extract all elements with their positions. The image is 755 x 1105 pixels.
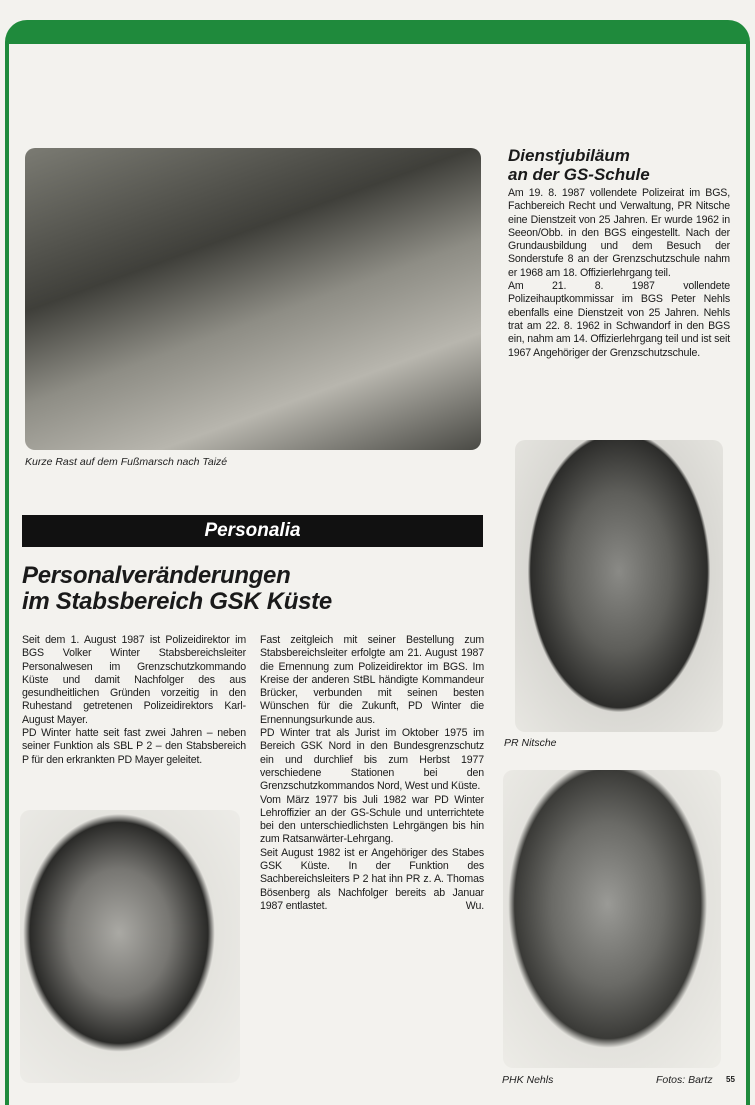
section-bar: Personalia [22,515,483,547]
author-initials: Wu. [465,899,484,912]
main-column-1 [22,634,246,767]
nitsche-caption: PR Nitsche [504,737,557,749]
main-title [22,563,332,615]
photo-credit: Fotos: Bartz [656,1074,713,1086]
portrait-nehls [503,770,721,1068]
sidebar-paragraph: Am 19. 8. 1987 vollendete Polizeirat im BGS, Fachbereich Recht und Verwaltung, PR Nitsche eine Dienstzeit von 25 Jahren. Er wurde 1962 in Seeon/Obb. in den BGS eingestellt. Nach der Grundausbildung und dem Besuch der Sonderstufe 8 an der Grenzschutzschule nahm er 1968 am 18. Offizierlehrgang teil. [508,187,730,279]
main-column-2 [260,634,484,913]
paragraph: Vom März 1977 bis Juli 1982 war PD Winter Lehroffizier an der GS-Schule und unterrichtete bei den unterschiedlichsten Lehrgängen bis hin zum Ratsanwärter-Lehrgang. [260,793,484,846]
sidebar-body [508,187,730,360]
paragraph: Seit August 1982 ist er Angehöriger des Stabes GSK Küste. In der Funktion des Sachbereichsleiters P 2 hat ihn PR z. A. Thomas Bösenberg als Nachfolger bereits ab Januar 1987 entlastet. [260,846,484,912]
paragraph: PD Winter trat als Jurist im Oktober 1975 im Bereich GSK Nord in den Bundesgrenzschutz ein und durchlief bis zum Herbst 1977 verschiedene Stationen bei den Grenzschutzkommandos Nord, West und Küste. [260,727,484,793]
sidebar-title-line1: Dienstjubiläum [508,146,630,165]
sidebar-title [508,146,650,184]
paragraph: Seit dem 1. August 1987 ist Polizeidirektor im BGS Volker Winter Stabsbereichsleiter Personalwesen im Grenzschutzkommando Küste und damit Nachfolger des aus gesundheitlichen Gründen vorzeitig in den Ruhestand getretenen Polizeidirektors Karl-August Mayer. [22,634,246,726]
nehls-caption: PHK Nehls [502,1074,554,1086]
paragraph: Fast zeitgleich mit seiner Bestellung zum Stabsbereichsleiter erfolgte am 21. August 1987 die Ernennung zum Polizeidirektor im BGS. Im Kreise der anderen StBL händigte Kommandeur Brücker, verbunden mit seinen besten Wünschen für die Zukunft, PD Winter die Ernennungsurkunde aus. [260,634,484,726]
portrait-winter [20,810,240,1083]
paragraph: PD Winter hatte seit fast zwei Jahren – neben seiner Funktion als SBL P 2 – den Stabsbereich P für den erkrankten PD Mayer geleitet. [22,727,246,766]
sidebar-title-line2: an der GS-Schule [508,165,650,184]
group-photo-caption: Kurze Rast auf dem Fußmarsch nach Taizé [25,456,228,468]
sidebar-paragraph: Am 21. 8. 1987 vollendete Polizeihauptkommissar im BGS Peter Nehls ebenfalls eine Dienstzeit von 25 Jahren. Nehls trat am 22. 8. 1962 in Schwandorf in den BGS ein, nahm am 14. Offizierlehrgang teil und ist seit 1967 Angehöriger der Grenzschutzschule. [508,280,730,359]
main-title-line1: Personalveränderungen [22,562,291,589]
portrait-nitsche [515,440,723,732]
page-number: 55 [726,1075,735,1084]
group-photo [25,148,481,450]
main-title-line2: im Stabsbereich GSK Küste [22,588,332,615]
